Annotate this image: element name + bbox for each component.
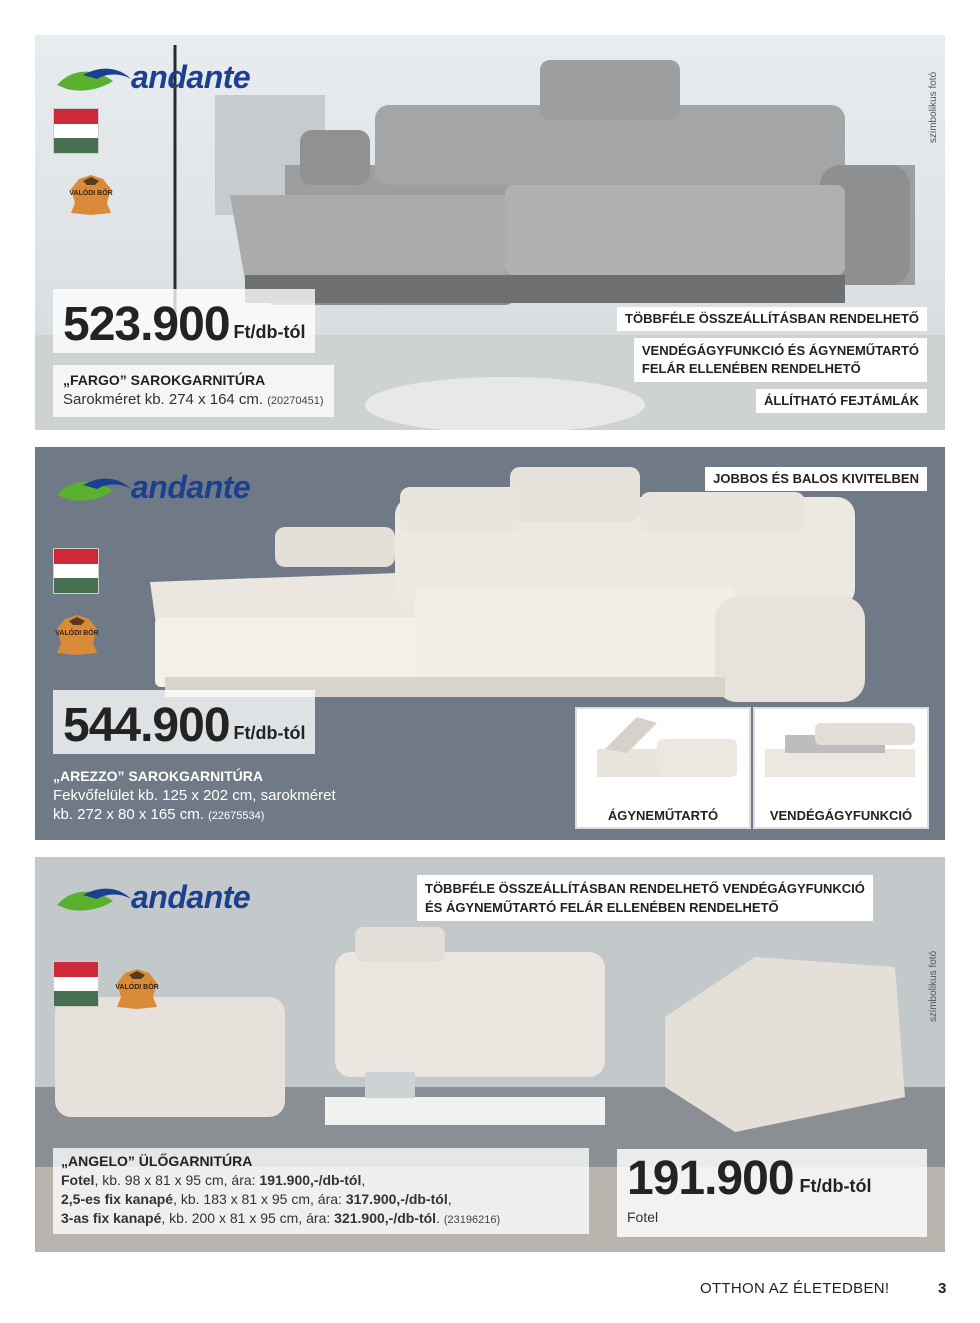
angelo-panel [35, 857, 945, 1252]
arezzo-price: 544.900 [63, 699, 230, 752]
genuine-leather-badge-icon [115, 967, 159, 1011]
fargo-tag-guestbed-line1: VENDÉGÁGYFUNKCIÓ ÉS ÁGYNEMŰTARTÓ [641, 343, 919, 358]
andante-wordmark: andante [131, 879, 251, 915]
leather-badge-text: VALÓDI BÖR [55, 630, 99, 637]
guestbed-thumbnail-caption: VENDÉGÁGYFUNKCIÓ [769, 808, 913, 823]
angelo-tag-options-line1: TÖBBFÉLE ÖSSZEÁLLÍTÁSBAN RENDELHETŐ VENDÉGÁGYFUNKCIÓ [425, 881, 865, 896]
angelo-price-box [617, 1149, 927, 1237]
angelo-name: „ANGELO” ÜLŐGARNITÚRA [61, 1153, 253, 1169]
angelo-armchair-label: Fotel [61, 1172, 95, 1188]
angelo-price-caption: Fotel [627, 1209, 659, 1225]
arezzo-dims-line2: kb. 272 x 80 x 165 cm. [53, 806, 204, 823]
angelo-sofa3-end: . [436, 1210, 440, 1226]
angelo-price: 191.900 [627, 1152, 794, 1205]
angelo-sofa3-dims: , kb. 200 x 81 x 95 cm, ára: [161, 1210, 335, 1226]
angelo-armchair-price: 191.900,-/db-tól [259, 1172, 362, 1188]
arezzo-price-unit: Ft/db-tól [233, 723, 306, 743]
angelo-line-sofa25 [61, 1190, 581, 1209]
fargo-code: (20270451) [267, 395, 324, 407]
genuine-leather-badge-icon [55, 613, 99, 657]
angelo-tag-options-line2: ÉS ÁGYNEMŰTARTÓ FELÁR ELLENÉBEN RENDELHETŐ [425, 900, 779, 915]
andante-wordmark: andante [131, 469, 251, 505]
fargo-description [53, 365, 334, 417]
andante-logo [53, 877, 293, 921]
fargo-price-unit: Ft/db-tól [233, 322, 306, 342]
fargo-name: „FARGO” SAROKGARNITÚRA [63, 372, 266, 388]
andante-logo [53, 467, 293, 511]
andante-swoosh-icon [53, 469, 133, 509]
arezzo-price-box [53, 690, 315, 754]
genuine-leather-badge-icon [69, 173, 113, 217]
arezzo-name: „AREZZO” SAROKGARNITÚRA [53, 768, 263, 784]
fargo-panel [35, 35, 945, 430]
angelo-price-unit: Ft/db-tól [799, 1176, 872, 1196]
angelo-sofa25-dims: , kb. 183 x 81 x 95 cm, ára: [173, 1191, 346, 1207]
angelo-symbolic-photo-note: szimbolikus fotó [928, 950, 939, 1022]
storage-thumbnail-caption: ÁGYNEMŰTARTÓ [607, 808, 719, 823]
arezzo-panel [35, 447, 945, 840]
angelo-code: (23196216) [443, 1214, 501, 1226]
fargo-symbolic-photo-note: szimbolikus fotó [928, 71, 939, 143]
fargo-tag-guestbed [634, 338, 927, 382]
angelo-tag-options [417, 875, 873, 921]
andante-swoosh-icon [53, 59, 133, 99]
arezzo-tag-left-right: JOBBOS ÉS BALOS KIVITELBEN [705, 467, 927, 491]
fargo-price-box [53, 289, 315, 353]
angelo-description [53, 1148, 589, 1234]
angelo-sofa25-end: , [447, 1191, 452, 1207]
hungarian-flag-icon [53, 108, 99, 154]
arezzo-code: (22675534) [208, 810, 265, 822]
arezzo-storage-thumbnail [575, 707, 751, 829]
arezzo-guestbed-thumbnail [753, 707, 929, 829]
fargo-dims: Sarokméret kb. 274 x 164 cm. [63, 391, 264, 408]
hungarian-flag-icon [53, 961, 99, 1007]
footer-slogan: OTTHON AZ ÉLETEDBEN! [700, 1280, 890, 1297]
angelo-sofa25-label: 2,5-es fix kanapé [61, 1191, 174, 1207]
hungarian-flag-icon [53, 548, 99, 594]
andante-logo [53, 57, 293, 101]
angelo-line-armchair [61, 1171, 581, 1190]
angelo-line-sofa3 [61, 1209, 581, 1230]
angelo-sofa3-label: 3-as fix kanapé [61, 1210, 162, 1226]
angelo-sofa3-price: 321.900,-/db-tól [334, 1210, 437, 1226]
angelo-armchair-end: , [361, 1172, 366, 1188]
guestbed-thumbnail-photo [755, 709, 927, 799]
fargo-tag-guestbed-line2: FELÁR ELLENÉBEN RENDELHETŐ [641, 361, 861, 376]
angelo-armchair-dims: , kb. 98 x 81 x 95 cm, ára: [94, 1172, 260, 1188]
arezzo-dims-line1: Fekvőfelület kb. 125 x 202 cm, sarokméret [53, 787, 336, 804]
leather-badge-text: VALÓDI BÖR [69, 190, 113, 197]
andante-wordmark: andante [131, 59, 251, 95]
arezzo-description [43, 761, 346, 832]
fargo-tag-headrests: ÁLLÍTHATÓ FEJTÁMLÁK [756, 389, 927, 413]
leather-badge-text: VALÓDI BÖR [115, 984, 159, 991]
angelo-sofa25-price: 317.900,-/db-tól [345, 1191, 448, 1207]
storage-thumbnail-photo [577, 709, 749, 799]
page-number: 3 [938, 1280, 947, 1297]
andante-swoosh-icon [53, 879, 133, 919]
fargo-tag-combinations: TÖBBFÉLE ÖSSZEÁLLÍTÁSBAN RENDELHETŐ [617, 307, 927, 331]
fargo-price: 523.900 [63, 298, 230, 351]
